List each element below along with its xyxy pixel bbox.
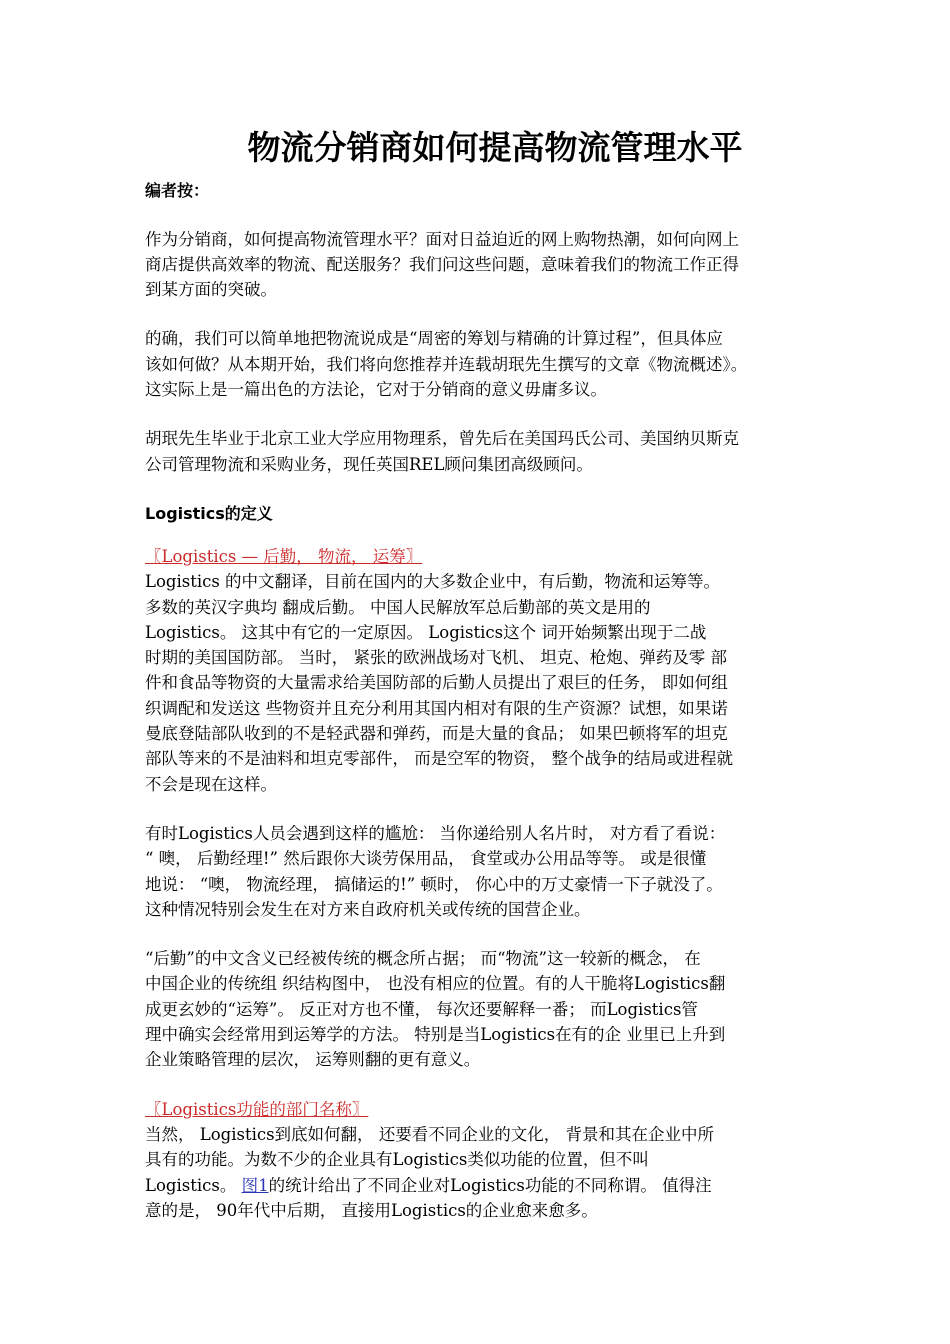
spacer	[145, 402, 845, 426]
spacer	[145, 797, 845, 821]
body-paragraph: Logistics 的中文翻译，目前在国内的大多数企业中，有后勤，物流和运筹等。 多数的英汉字典均 翻成后勤。 中国人民解放军总后勤部的英文是用的 Logistics。 这其中有它的一定原因。 Logistics这个 词开始频繁出现于二战 时期的美国国防部。 当时， 紧张的欧洲战场对飞机、 坦克、枪炮、弹药及零 部 件和食品等物资的大量需求给美国防部的后勤人员提出了艰巨的任务， 即如何组 织调配和发送这 些物资并且充分利用其国内相对有限的生产资源？试想，如果诺 曼底登陆部队收到的不是轻武器和弹药，而是大量的食品； 如果巴顿将军的坦克 部队等来的不是油料和坦克零部件， 而是空军的物资， 整个战争的结局或进程就 不会是现在这样。	[145, 572, 733, 794]
section2-anchor-link[interactable]: 〖Logistics功能的部门名称〗	[145, 1099, 369, 1119]
editor-note-label: 编者按：	[145, 180, 210, 200]
spacer	[145, 1073, 845, 1097]
section1-anchor-link[interactable]: 〖Logistics — 后勤， 物流， 运筹〗	[145, 546, 423, 566]
intro-paragraph: 作为分销商，如何提高物流管理水平？面对日益迫近的网上购物热潮，如何向网上 商店提供高效率的物流、配送服务？我们问这些问题，意味着我们的物流工作正得 到某方面的突破。	[145, 229, 739, 300]
document-page	[145, 128, 845, 1223]
spacer	[145, 477, 845, 501]
spacer	[145, 203, 845, 227]
spacer	[145, 922, 845, 946]
intro-paragraph: 胡珉先生毕业于北京工业大学应用物理系，曾先后在美国玛氏公司、美国纳贝斯克 公司管理物流和采购业务，现任英国REL顾问集团高级顾问。	[145, 429, 739, 474]
spacer	[145, 526, 845, 544]
spacer	[145, 302, 845, 326]
body-paragraph: “后勤”的中文含义已经被传统的概念所占据； 而“物流”这一较新的概念， 在 中国企业的传统组 织结构图中， 也没有相应的位置。有的人干脆将Logistics翻 成更玄妙的“运筹”。 反正对方也不懂， 每次还要解释一番； 而Logistics管 理中确实会经常用到运筹学的方法。 特别是当Logistics在有的企 业里已上升到 企业策略管理的层次， 运筹则翻的更有意义。	[145, 949, 726, 1070]
body-paragraph: 有时Logistics人员会遇到这样的尴尬： 当你递给别人名片时， 对方看了看说： “ 噢， 后勤经理!” 然后跟你大谈劳保用品， 食堂或办公用品等等。 或是很懂 地说： “噢， 物流经理， 搞储运的!” 顿时， 你心中的万丈豪情一下子就没了。 这种情况特别会发生在对方来自政府机关或传统的国营企业。	[145, 823, 726, 919]
body-text-before-figure: 当然， Logistics到底如何翻， 还要看不同企业的文化， 背景和其在企业中所 具有的功能。为数不少的企业具有Logistics类似功能的位置，但不叫 Logistics。	[145, 1124, 715, 1195]
body-text-after-figure: 的统计给出了不同企业对Logistics功能的不同称谓。 值得注 意的是， 90年代中后期， 直接用Logistics的企业愈来愈多。	[145, 1175, 712, 1220]
body-paragraph	[145, 1122, 845, 1223]
section-heading: Logistics的定义	[145, 503, 273, 523]
intro-paragraph: 的确，我们可以简单地把物流说成是“周密的筹划与精确的计算过程”，但具体应 该如何做？从本期开始，我们将向您推荐并连载胡珉先生撰写的文章《物流概述》。 这实际上是一篇出色的方法论，它对于分销商的意义毋庸多议。	[145, 329, 748, 400]
figure-1-link[interactable]: 图1	[241, 1175, 269, 1195]
page-title: 物流分销商如何提高物流管理水平	[247, 128, 743, 167]
